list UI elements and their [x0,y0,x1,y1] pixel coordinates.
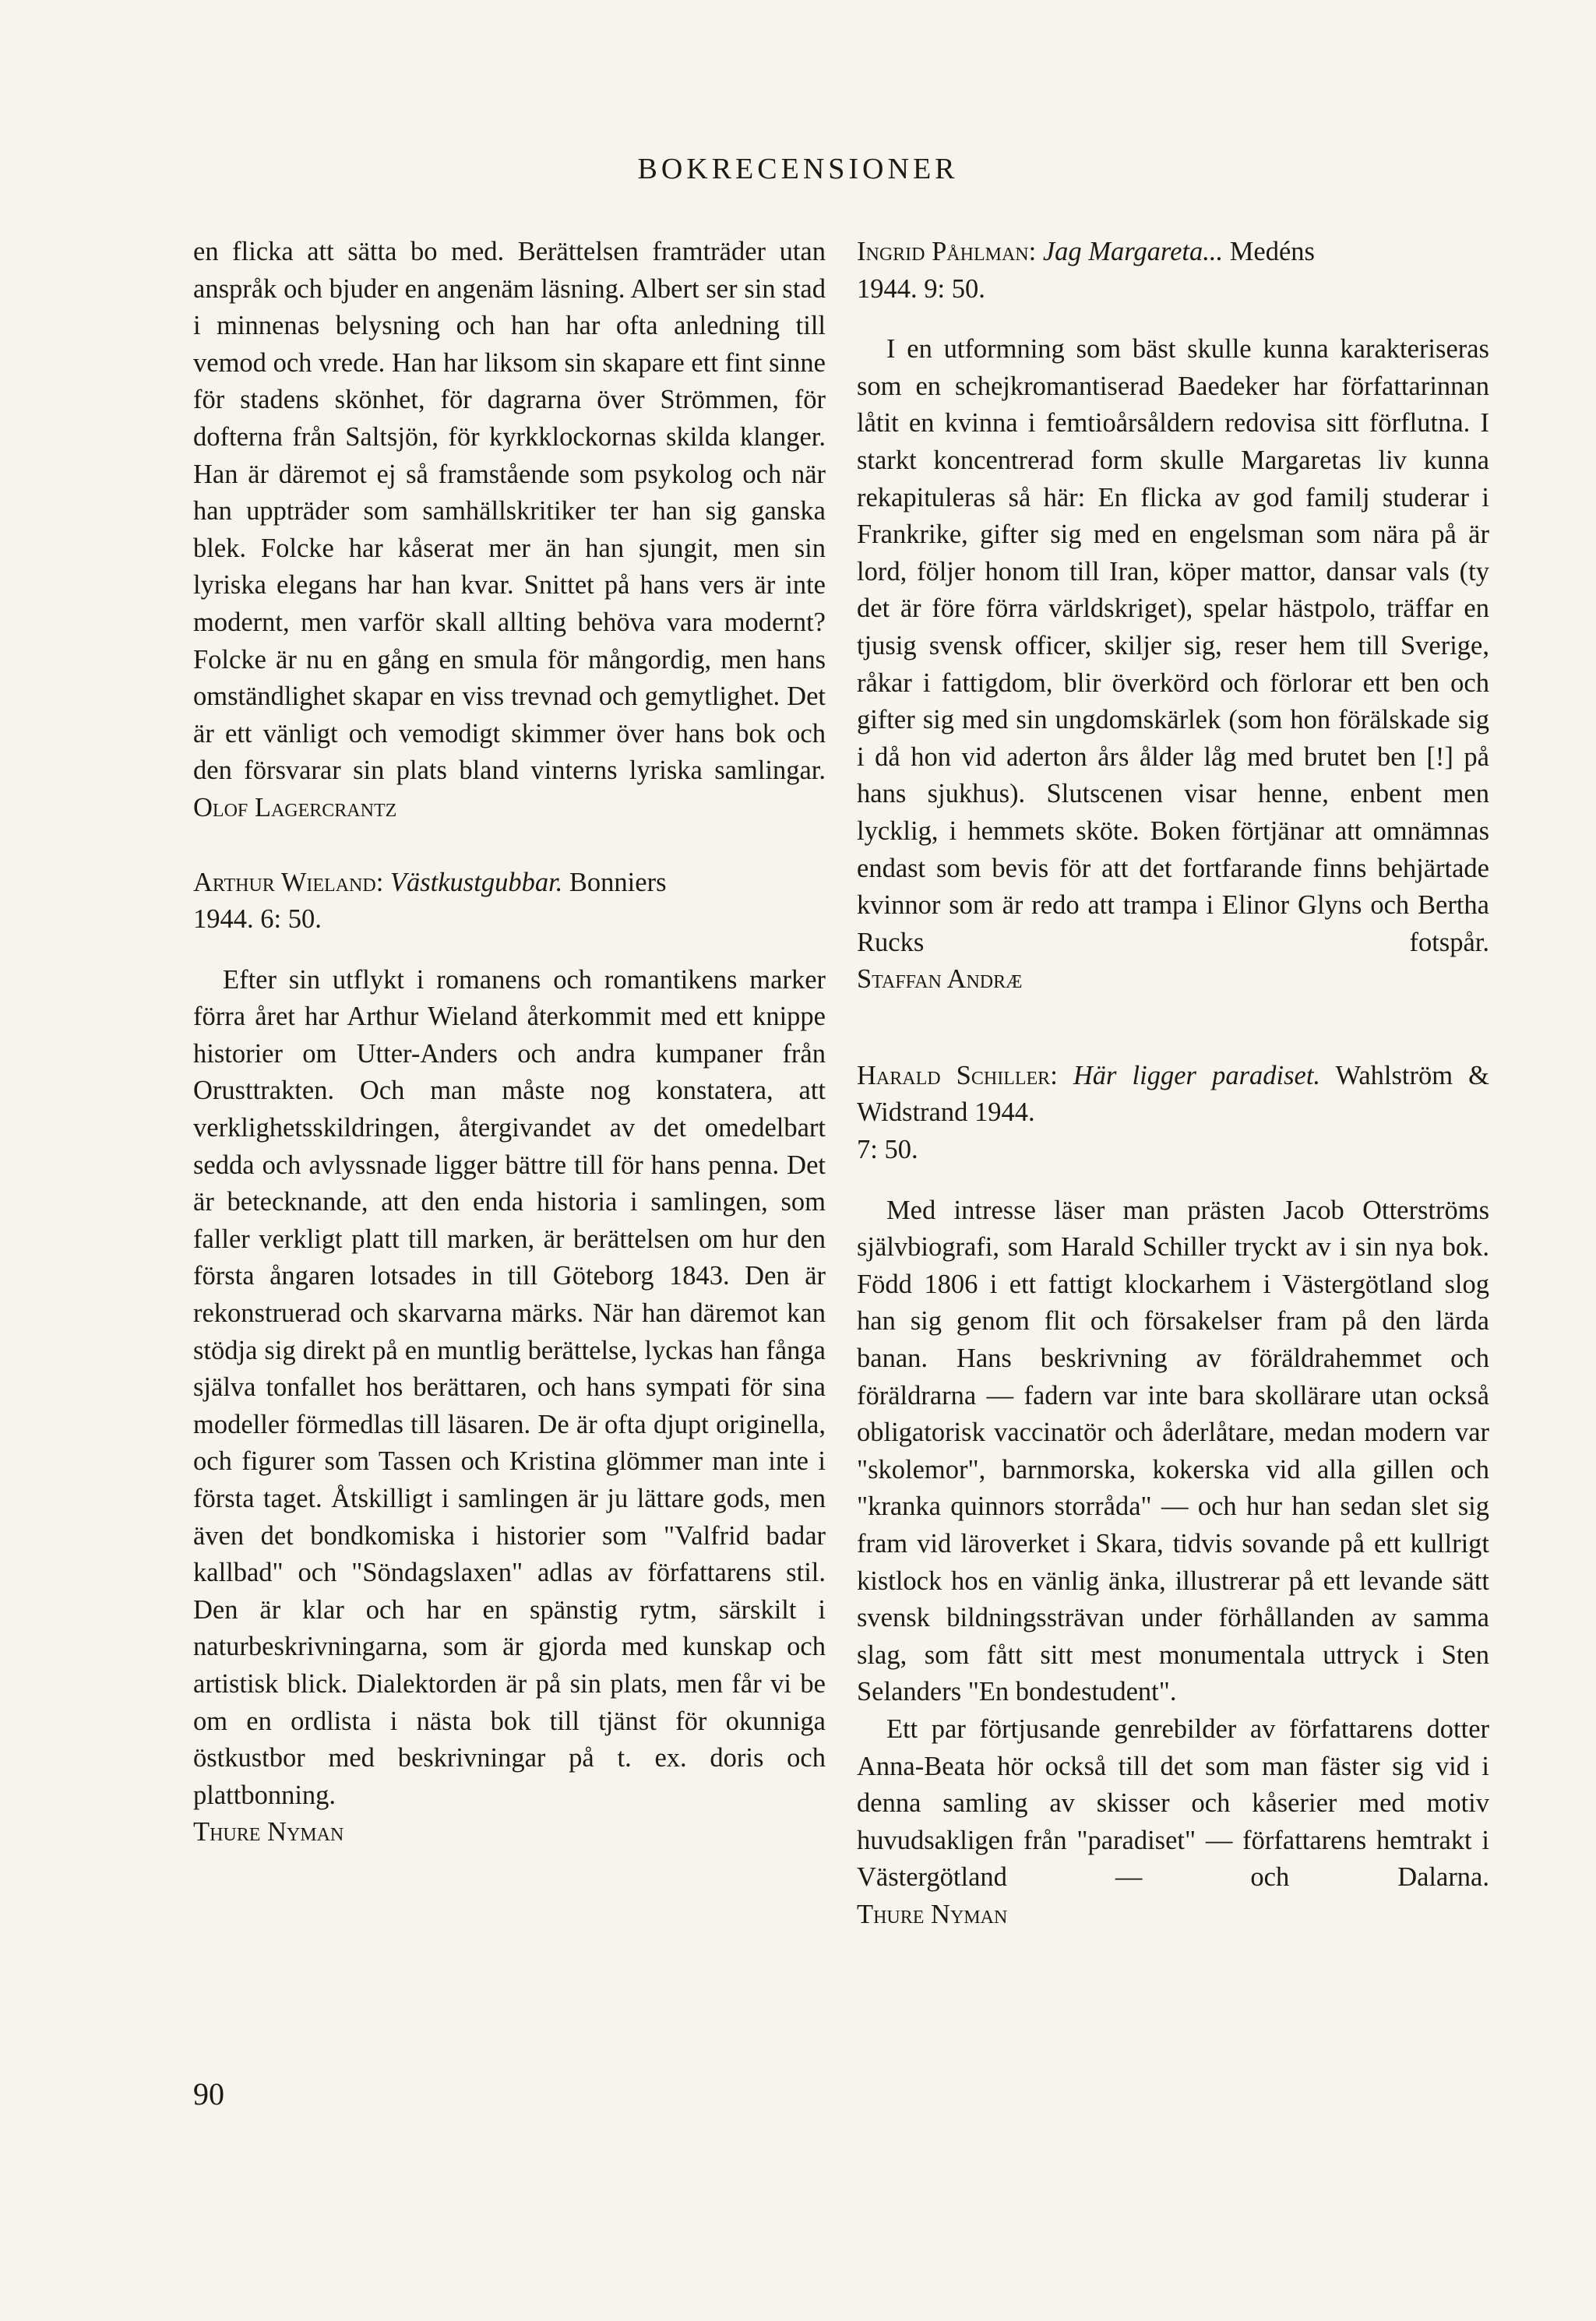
review-title: Här ligger paradiset. [1073,1060,1321,1090]
review-year-price: 7: 50. [857,1135,918,1165]
review-author: Arthur Wieland [193,867,376,897]
review-publisher: Wahlström & Widstrand 1944. [857,1060,1489,1128]
right-column [857,234,1489,1934]
review-signature-schiller: Thure Nyman [857,1899,1008,1929]
review-body-pahlman: I en utformning som bäst skulle kunna karakteriseras som en schejkromantiserad Baedeker har författarinnan låtit en kvinna i femtioårsåldern redovisa sitt förflutna. I starkt koncentrerad form skulle Margaretas liv kunna rekapituleras så här: En flicka av god familj studerar i Frankrike, gifter sig med en engelsman som nära på är lord, följer honom till Iran, köper mattor, dansar vals (ty det är före förra världskriget), spelar hästpolo, träffar en tjusig svensk officer, skiljer sig, reser hem till Sverige, råkar i fattigdom, blir överkörd och förlorar ett ben och gifter sig med sin ungdomskärlek (som hon förälskade sig i då hon vid aderton års ålder låg med brutet ben [!] på hans sjukhus). Slutscenen visar henne, enbent men lycklig, i hemmets sköte. Boken förtjänar att omnämnas endast som bevis för att det fortfarande finns behjärtade kvinnor som är redo att trampa i Elinor Glyns och Bertha Rucks fotspår. [857,334,1489,957]
review-publisher: Medéns [1229,237,1315,266]
running-head: BOKRECENSIONER [637,153,959,185]
review-body-wieland: Efter sin utflykt i romanens och romantikens marker förra året har Arthur Wieland återkommit med ett knippe historier om Utter-Anders och andra kumpaner från Orusttrakten. Och man måste nog konstatera, att verklighetsskildringen, återgivandet av det omedelbart sedda och avlyssnade ligger bättre till för hans penna. Det är betecknande, att den enda historia i samlingen, som faller verkligt platt till marken, är berättelsen om hur den första ångaren lotsades in till Göteborg 1843. Den är rekonstruerad och skarvarna märks. När han däremot kan stödja sig direkt på en muntlig berättelse, lyckas han fånga själva tonfallet hos berättaren, och hans sympati för sina modeller förmedlas till läsaren. De är ofta djupt originella, och figurer som Tassen och Kristina glömmer man inte i första taget. Åtskilligt i samlingen är ju lättare gods, men även det bondkomiska i historier som "Valfrid badar kallbad" och "Söndagslaxen" adlas av författarens stil. Den är klar och har en spänstig rytm, särskilt i naturbeskrivningarna, som är gjorda med kunskap och artistisk blick. Dialektorden är på sin plats, men får vi be om en ordlista i nästa bok till tjänst för okunniga östkustbor med beskrivningar på t. ex. doris och plattbonning. [193,964,826,1810]
carryover-paragraph: en flicka att sätta bo med. Berättelsen framträder utan anspråk och bjuder en angenäm läsning. Albert ser sin stad i minnenas belysning och han har ofta anledning till vemod och vrede. Han har liksom sin skapare ett fint sinne för stadens skönhet, för dagrarna över Strömmen, för dofterna från Saltsjön, för kyrkklockornas skilda klanger. Han är däremot ej så framstående som psykolog och när han uppträder som samhällskritiker ter han sig ganska blek. Folcke har kåserat mer än han sjungit, men sin lyriska elegans har han kvar. Snittet på hans vers är inte modernt, men varför skall allting behöva vara modernt? Folcke är nu en gång en smula för mångordig, men hans omständlighet skapar en viss trevnad och gemytlighet. Det är ett vänligt och vemodigt skimmer över hans bok och den försvarar sin plats bland vinterns lyriska samlingar. [193,237,826,786]
review-body-schiller-1: Med intresse läser man prästen Jacob Otterströms självbiografi, som Harald Schiller tryckt av i sin nya bok. Född 1806 i ett fattigt klockarhem i Västergötland slog han sig genom flit och försakelser fram på den lärda banan. Hans beskrivning av föräldrahemmet och föräldrarna — fadern var inte bara skollärare utan också obligatorisk vaccinatör och åderlåtare, medan modern var "skolemor", barnmorska, kokerska vid alla gillen och "kranka quinnors storråda" — och hur han sedan slet sig fram vid läroverket i Skara, tidvis sovande på ett kullrigt kistlock hos en vänlig änka, illustrerar på ett levande sätt svensk bildningssträvan under förhållanden av samma slag, som fått sitt mest monumentala uttryck i Sten Selanders "En bondestudent". [857,1195,1489,1707]
review-year-price: 1944. 9: 50. [857,273,985,304]
review-heading-schiller: Harald Schiller: Här ligger paradiset. Wahlström & Widstrand 1944. 7: 50. [857,1060,1489,1165]
review-title: Västkustgubbar. [389,867,563,897]
review-year-price: 1944. 6: 50. [193,904,322,935]
left-column [193,234,826,1851]
review-signature-pahlman: Staffan Andræ [857,964,1023,995]
review-heading-wieland: Arthur Wieland: Västkustgubbar. Bonniers 1944. 6: 50. [193,867,667,935]
carryover-signature: Olof Lagercrantz [193,792,397,822]
review-title: Jag Margareta... [1042,237,1224,266]
review-body-schiller-2: Ett par förtjusande genrebilder av författarens dotter Anna-Beata hör också till det som man fäster sig vid i denna samling av skisser och kåserier med motiv huvudsakligen från "paradiset" — författarens hemtrakt i Västergötland — och Dalarna. [857,1713,1489,1893]
review-signature-wieland: Thure Nyman [193,1817,344,1847]
review-heading-pahlman: Ingrid Påhlman: Jag Margareta... Medéns 1944. 9: 50. [857,237,1315,304]
page-number: 90 [193,2076,224,2111]
review-publisher: Bonniers [569,867,667,897]
review-author: Ingrid Påhlman [857,237,1029,266]
review-author: Harald Schiller [857,1060,1051,1090]
